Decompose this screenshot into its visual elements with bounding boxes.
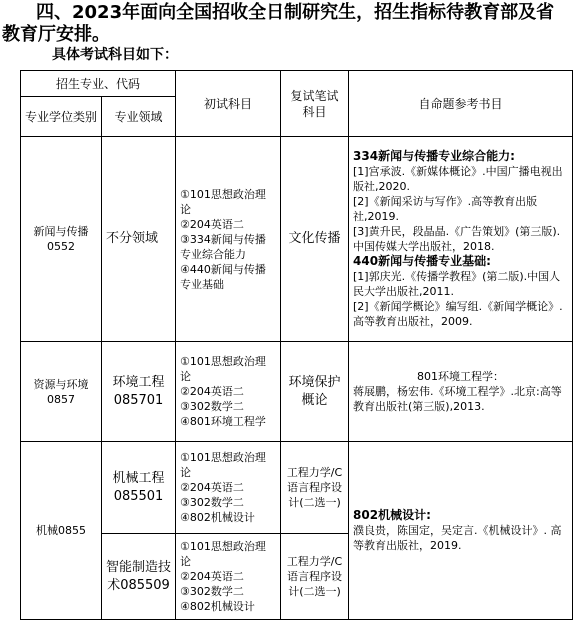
subject-item: ②204英语二: [180, 481, 244, 494]
subject-item: ②204英语二: [180, 385, 244, 398]
initial-subjects-cell: [176, 342, 281, 442]
subject-item: ④801环境工程学: [180, 415, 266, 428]
book-section-title: 440新闻与传播专业基础:: [353, 254, 491, 268]
subject-item: ①101思想政治理论: [180, 187, 266, 216]
table-row: [21, 137, 573, 342]
field-cell: 环境工程085701: [102, 342, 176, 442]
heading-line-2: 教育厅安排。: [2, 24, 110, 45]
book-item: [1]宫承波.《新媒体概论》.中国广播电视出版社,2020.: [353, 165, 563, 193]
subject-item: ①101思想政治理论: [180, 540, 266, 568]
field-cell: 机械工程085501: [102, 442, 176, 534]
reference-books-cell: [349, 442, 573, 620]
degree-cell: 机械0855: [21, 442, 102, 620]
book-section-title: 801环境工程学：: [417, 370, 505, 383]
subject-item: ③302数学二: [180, 400, 244, 413]
initial-subjects-cell: [176, 137, 281, 342]
book-item: [1]郭庆光.《传播学教程》(第二版).中国人民大学出版社,2011.: [353, 270, 561, 298]
reference-books-cell: [349, 137, 573, 342]
header-reference-books: 自命题参考书目: [349, 71, 573, 137]
subject-item: ③302数学二: [180, 585, 244, 598]
subject-item: ④802机械设计: [180, 511, 255, 524]
subject-item: ②204英语二: [180, 570, 244, 583]
table-row: [21, 342, 573, 442]
book-section-title: 802机械设计:: [353, 508, 431, 522]
subject-item: ③334新闻与传播专业综合能力: [180, 232, 266, 261]
header-retest-subjects: 复试笔试科目: [281, 71, 349, 137]
subject-item: ③302数学二: [180, 496, 244, 509]
book-section-title: 334新闻与传播专业综合能力:: [353, 149, 515, 163]
book-item: [3]黄升民，段晶晶.《广告策划》(第三版).中国传媒大学出版社，2018.: [353, 225, 561, 253]
reference-books-cell: [349, 342, 573, 442]
header-degree-category: 专业学位类别: [21, 97, 102, 137]
subject-item: ①101思想政治理论: [180, 355, 266, 383]
degree-cell: 资源与环境0857: [21, 342, 102, 442]
subject-item: ①101思想政治理论: [180, 451, 266, 479]
retest-cell: 工程力学/C语言程序设计(二选一): [281, 534, 349, 620]
initial-subjects-cell: [176, 442, 281, 534]
initial-subjects-cell: [176, 534, 281, 620]
book-item: [2]《新闻采访与写作》.高等教育出版社,2019.: [353, 195, 538, 223]
table-row: [21, 442, 573, 534]
subject-item: ④440新闻与传播专业基础: [180, 262, 266, 291]
book-item: 蒋展鹏，杨宏伟.《环境工程学》.北京:高等教育出版社(第三版),2013.: [353, 385, 562, 413]
subheading: 具体考试科目如下：: [52, 47, 178, 63]
field-cell: 智能制造技术085509: [102, 534, 176, 620]
retest-cell: 环境保护概论: [281, 342, 349, 442]
section-heading: [2, 2, 575, 46]
heading-line-1: 四、2023年面向全国招收全日制研究生，招生指标待教育部及省: [36, 2, 555, 23]
book-item: 濮良贵，陈国定，吴定言.《机械设计》. 高等教育出版社，2019.: [353, 524, 562, 552]
subject-item: ②204英语二: [180, 217, 244, 231]
degree-cell: 新闻与传播0552: [21, 137, 102, 342]
exam-subjects-table: [20, 70, 573, 620]
field-cell: 不分领域: [102, 137, 176, 342]
book-item: [2]《新闻学概论》编写组.《新闻学概论》.高等教育出版社，2009.: [353, 300, 563, 328]
header-initial-subjects: 初试科目: [176, 71, 281, 137]
retest-cell: 工程力学/C语言程序设计(二选一): [281, 442, 349, 534]
header-field: 专业领域: [102, 97, 176, 137]
header-program-group: 招生专业、代码: [21, 71, 176, 97]
retest-cell: 文化传播: [281, 137, 349, 342]
subject-item: ④802机械设计: [180, 600, 255, 613]
